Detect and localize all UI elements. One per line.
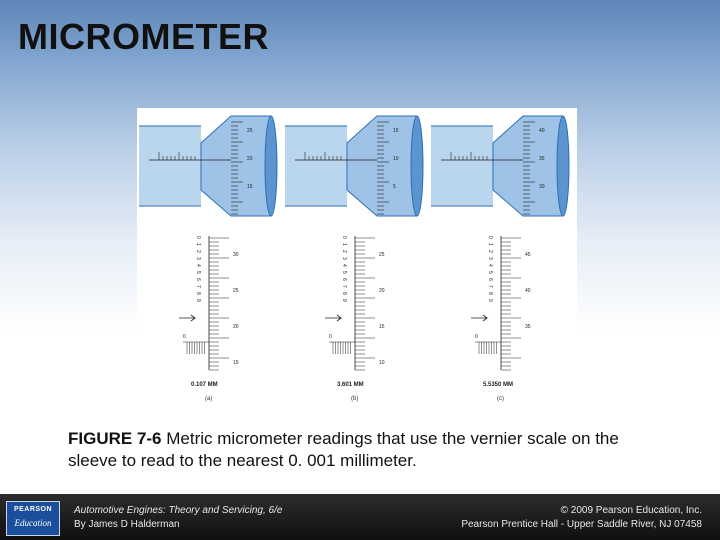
thimble-label: 15 [247, 184, 253, 190]
vernier-digit: 8 [195, 292, 201, 295]
reading-label: 3.601 MM [337, 382, 364, 388]
copyright-text: © 2009 Pearson Education, Inc. [560, 505, 702, 516]
vernier-digit: 4 [341, 264, 347, 267]
vernier-digit: 0 [487, 236, 493, 239]
vernier-digit: 8 [341, 292, 347, 295]
vernier-digit: 7 [195, 285, 201, 288]
publisher-info [461, 504, 702, 532]
vernier-digit: 2 [487, 250, 493, 253]
vernier-digit: 6 [195, 278, 201, 281]
vernier-digit: 3 [341, 257, 347, 260]
thimble-label: 25 [247, 128, 253, 134]
book-title: Automotive Engines: Theory and Servicing, 6/e [74, 505, 283, 516]
scale-label: 25 [379, 252, 385, 258]
vernier-digit: 3 [487, 257, 493, 260]
thimble-end [265, 116, 277, 216]
vernier-digit: 6 [487, 278, 493, 281]
vernier-digit: 2 [195, 250, 201, 253]
vernier-digit: 5 [487, 271, 493, 274]
vernier-digit: 1 [195, 243, 201, 246]
scale-label: 25 [233, 288, 239, 294]
figure-caption [68, 428, 668, 472]
figure-number: FIGURE 7-6 [68, 429, 162, 448]
thimble-label: 30 [539, 184, 545, 190]
vernier-digit: 8 [487, 292, 493, 295]
vernier-digit: 2 [341, 250, 347, 253]
scale-label: 15 [379, 324, 385, 330]
thimble-label: 10 [393, 156, 399, 162]
sleeve-zero: 0 [183, 334, 186, 340]
sleeve [139, 126, 201, 206]
thimble-label: 35 [539, 156, 545, 162]
scale-label: 15 [233, 360, 239, 366]
thimble-label: 40 [539, 128, 545, 134]
reading-label: 0.107 MM [191, 382, 218, 388]
vernier-digit: 4 [487, 264, 493, 267]
vernier-digit: 5 [195, 271, 201, 274]
thimble-end [557, 116, 569, 216]
thimble-label: 5 [393, 184, 396, 190]
thimble-end [411, 116, 423, 216]
vernier-digit: 7 [487, 285, 493, 288]
vernier-digit: 7 [341, 285, 347, 288]
panel-sub-label: (b) [351, 396, 359, 402]
micrometer-figure-svg [137, 108, 577, 408]
scale-label: 30 [233, 252, 239, 258]
panel-b [285, 116, 423, 402]
book-author: By James D Halderman [74, 519, 180, 530]
scale-label: 45 [525, 252, 531, 258]
vernier-digit: 4 [195, 264, 201, 267]
vernier-digit: 9 [195, 299, 201, 302]
vernier-digit: 6 [341, 278, 347, 281]
vernier-digit: 3 [195, 257, 201, 260]
pointer-arrow [179, 315, 195, 321]
logo-text-bottom: Education [14, 518, 52, 528]
vernier-digit: 9 [341, 299, 347, 302]
sleeve-zero: 0 [329, 334, 332, 340]
figure-caption-text: Metric micrometer readings that use the vernier scale on the sleeve to read to the nearest 0. 001 millimeter. [68, 429, 619, 470]
logo-text-top: PEARSON [13, 506, 53, 513]
vernier-digit: 5 [341, 271, 347, 274]
scale-label: 10 [379, 360, 385, 366]
publisher-text: Pearson Prentice Hall - Upper Saddle River, NJ 07458 [461, 519, 702, 530]
panel-a [139, 116, 277, 402]
panel-c [431, 116, 569, 402]
pointer-arrow [471, 315, 487, 321]
sleeve [431, 126, 493, 206]
panel-sub-label: (a) [205, 396, 213, 402]
sleeve-zero: 0 [475, 334, 478, 340]
vernier-digit: 1 [487, 243, 493, 246]
scale-label: 40 [525, 288, 531, 294]
scale-label: 20 [379, 288, 385, 294]
thimble-label: 20 [247, 156, 253, 162]
vernier-digit: 1 [341, 243, 347, 246]
scale-label: 35 [525, 324, 531, 330]
micrometer-figure [137, 108, 577, 408]
reading-label: 5.5350 MM [483, 382, 514, 388]
panel-sub-label: (c) [497, 396, 504, 402]
pearson-logo [6, 501, 60, 536]
sleeve [285, 126, 347, 206]
slide-title: MICROMETER [18, 16, 269, 57]
thimble-label: 15 [393, 128, 399, 134]
book-info [74, 504, 282, 532]
vernier-digit: 0 [195, 236, 201, 239]
slide-footer [0, 494, 720, 540]
vernier-digit: 0 [341, 236, 347, 239]
vernier-digit: 9 [487, 299, 493, 302]
scale-label: 20 [233, 324, 239, 330]
pointer-arrow [325, 315, 341, 321]
